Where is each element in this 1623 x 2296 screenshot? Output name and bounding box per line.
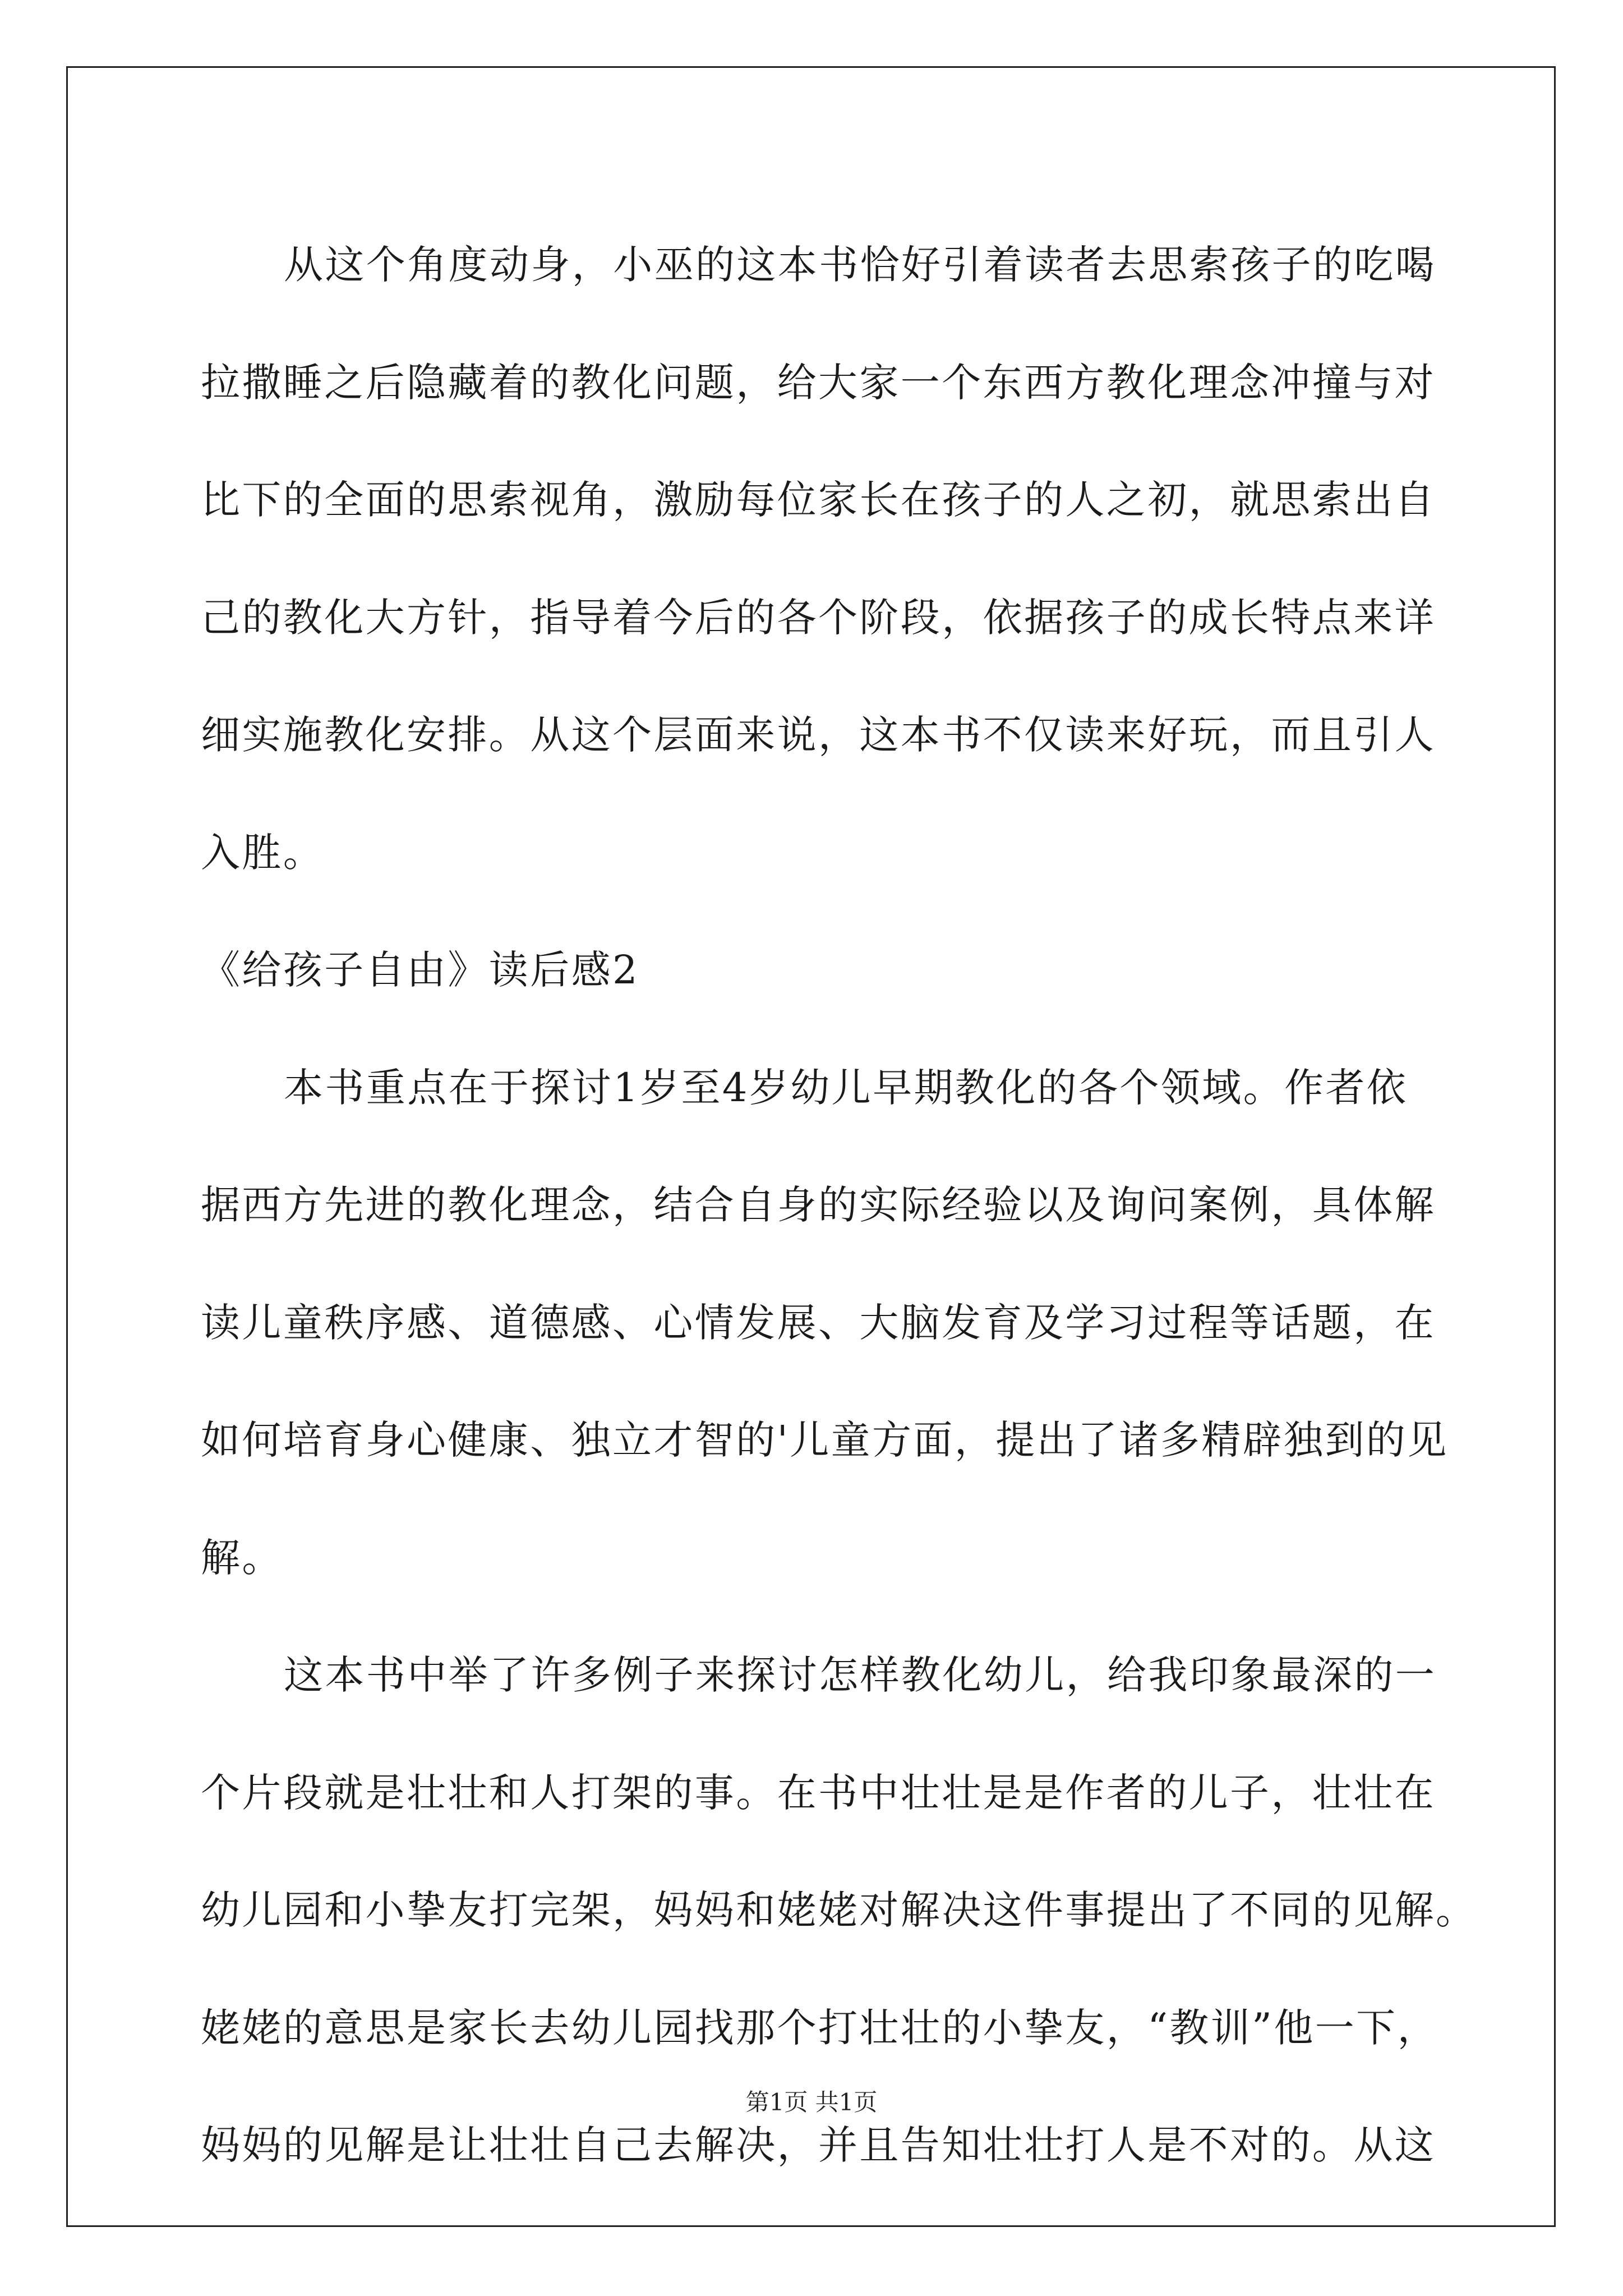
paragraph-1-line: 己的教化大方针，指导着今后的各个阶段，依据孩子的成长特点来详 [201, 594, 1436, 641]
page-number: 第1页 共1页 [745, 2088, 878, 2116]
paragraph-3-line: 妈妈的见解是让壮壮自己去解决，并且告知壮壮打人是不对的。从这 [201, 2122, 1436, 2168]
document-body [201, 206, 1477, 2205]
paragraph-1-line: 从这个角度动身，小巫的这本书恰好引着读者去思索孩子的吃喝 [284, 242, 1437, 288]
paragraph-3-line: 姥姥的意思是家长去幼儿园找那个打壮壮的小挚友，“教训”他一下， [201, 2004, 1438, 2051]
section-heading: 《给孩子自由》读后感2 [201, 947, 639, 993]
paragraph-2-line: 解。 [201, 1534, 283, 1581]
paragraph-1-line: 拉撒睡之后隐藏着的教化问题，给大家一个东西方教化理念冲撞与对 [201, 359, 1436, 406]
paragraph-2-line: 读儿童秩序感、道德感、心情发展、大脑发育及学习过程等话题，在 [201, 1299, 1436, 1346]
paragraph-2-line: 如何培育身心健康、独立才智的'儿童方面，提出了诸多精辟独到的见 [201, 1417, 1449, 1463]
paragraph-1-line: 比下的全面的思索视角，激励每位家长在孩子的人之初，就思索出自 [201, 477, 1436, 523]
paragraph-3-line: 个片段就是壮壮和人打架的事。在书中壮壮是是作者的儿子，壮壮在 [201, 1769, 1436, 1816]
paragraph-1-line: 入胜。 [201, 829, 325, 876]
paragraph-3-line: 幼儿园和小挚友打完架，妈妈和姥姥对解决这件事提出了不同的见解。 [201, 1887, 1477, 1933]
paragraph-3-line: 这本书中举了许多例子来探讨怎样教化幼儿，给我印象最深的一 [284, 1652, 1437, 1698]
paragraph-2-line: 据西方先进的教化理念，结合自身的实际经验以及询问案例，具体解 [201, 1182, 1436, 1228]
paragraph-1-line: 细实施教化安排。从这个层面来说，这本书不仅读来好玩，而且引人 [201, 712, 1436, 758]
paragraph-2-line: 本书重点在于探讨1岁至4岁幼儿早期教化的各个领域。作者依 [284, 1064, 1408, 1111]
